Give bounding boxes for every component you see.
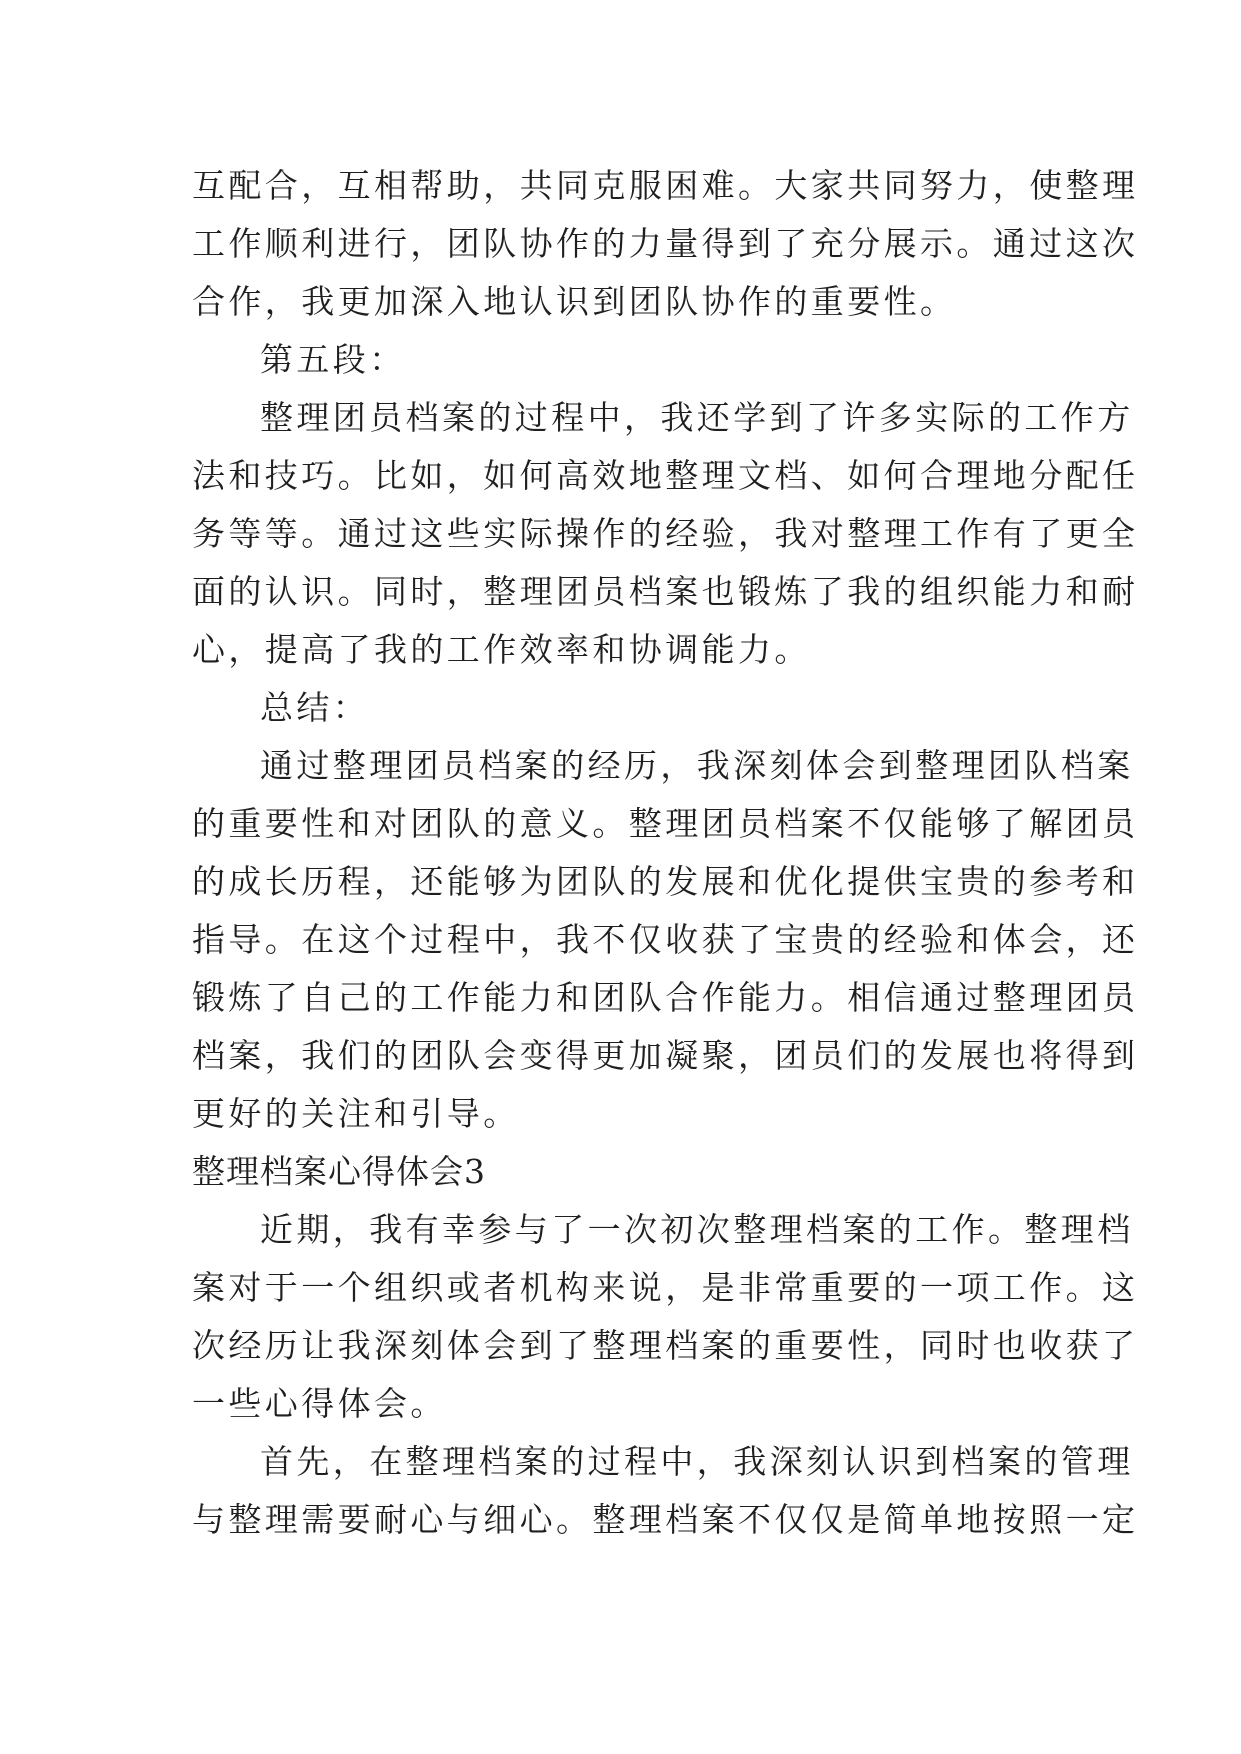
text-line: 法和技巧。比如，如何高效地整理文档、如何合理地分配任 — [192, 456, 1139, 495]
text-line: 互配合，互相帮助，共同克服困难。大家共同努力，使整理 — [192, 166, 1139, 205]
document-body — [192, 157, 1139, 1549]
text-line: 工作顺利进行，团队协作的力量得到了充分展示。通过这次 — [192, 224, 1139, 263]
text-line: 面的认识。同时，整理团员档案也锻炼了我的组织能力和耐 — [192, 572, 1139, 611]
text-line: 合作，我更加深入地认识到团队协作的重要性。 — [192, 282, 957, 321]
text-line: 心，提高了我的工作效率和协调能力。 — [192, 630, 811, 669]
text-line: 指导。在这个过程中，我不仅收获了宝贵的经验和体会，还 — [192, 920, 1139, 959]
section-heading: 整理档案心得体会3 — [192, 1152, 486, 1191]
text-line: 一些心得体会。 — [192, 1384, 447, 1423]
text-line: 档案，我们的团队会变得更加凝聚，团员们的发展也将得到 — [192, 1036, 1139, 1075]
text-line: 更好的关注和引导。 — [192, 1094, 520, 1133]
text-line: 近期，我有幸参与了一次初次整理档案的工作。整理档 — [260, 1210, 1134, 1249]
section-label: 第五段： — [260, 340, 406, 379]
text-line: 整理团员档案的过程中，我还学到了许多实际的工作方 — [260, 398, 1134, 437]
text-line: 首先，在整理档案的过程中，我深刻认识到档案的管理 — [260, 1442, 1134, 1481]
section-label: 总结： — [260, 688, 370, 727]
text-line: 通过整理团员档案的经历，我深刻体会到整理团队档案 — [260, 746, 1134, 785]
text-line: 的成长历程，还能够为团队的发展和优化提供宝贵的参考和 — [192, 862, 1139, 901]
text-line: 次经历让我深刻体会到了整理档案的重要性，同时也收获了 — [192, 1326, 1139, 1365]
text-line: 务等等。通过这些实际操作的经验，我对整理工作有了更全 — [192, 514, 1139, 553]
text-line: 锻炼了自己的工作能力和团队合作能力。相信通过整理团员 — [192, 978, 1139, 1017]
text-line: 案对于一个组织或者机构来说，是非常重要的一项工作。这 — [192, 1268, 1139, 1307]
text-line: 的重要性和对团队的意义。整理团员档案不仅能够了解团员 — [192, 804, 1139, 843]
text-line: 与整理需要耐心与细心。整理档案不仅仅是简单地按照一定 — [192, 1500, 1139, 1539]
